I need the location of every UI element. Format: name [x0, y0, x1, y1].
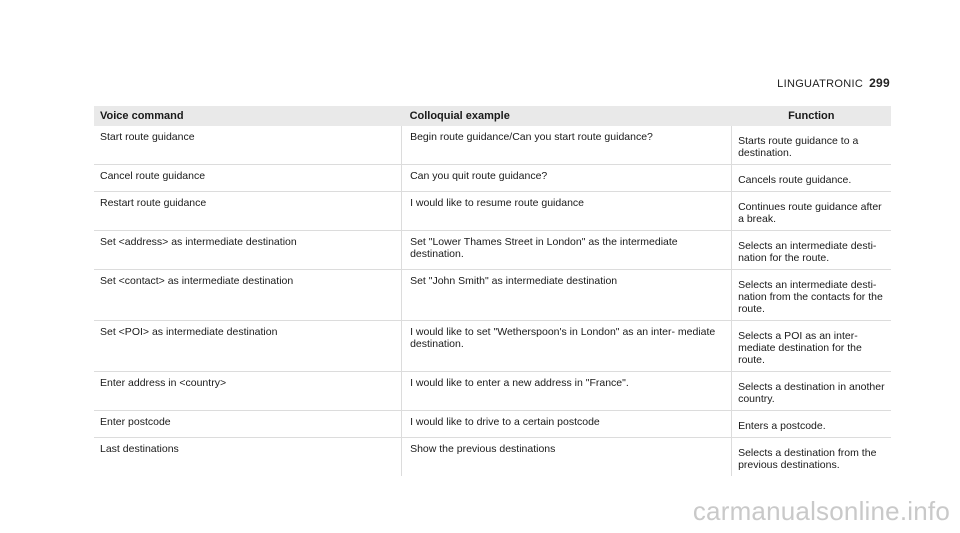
table-row	[94, 270, 891, 321]
function-cell: Selects a destination from the previous destinations.	[738, 447, 877, 471]
example-cell: Set "John Smith" as intermediate destination	[402, 270, 732, 321]
table-row	[94, 192, 891, 231]
page-header	[777, 76, 890, 90]
function-cell: Selects an intermediate desti- nation from the contacts for the route.	[732, 270, 891, 321]
function-cell: Selects a POI as an inter- mediate destination for the route.	[732, 321, 891, 372]
example-cell: I would like to resume route guidance	[402, 192, 732, 231]
table-row	[94, 411, 891, 438]
command-cell: Enter postcode	[94, 411, 402, 438]
example-cell: I would like to drive to a certain postcode	[402, 411, 732, 438]
command-cell: Last destinations	[94, 438, 402, 477]
example-cell: Set "Lower Thames Street in London" as the intermediate destination.	[402, 231, 732, 270]
column-header-function: Function	[732, 106, 891, 126]
function-cell: Enters a postcode.	[732, 411, 891, 438]
function-cell: Continues route guidance after a break.	[732, 192, 891, 231]
table-row	[94, 438, 891, 477]
table-header-row	[94, 106, 891, 126]
command-cell: Enter address in <country>	[94, 372, 402, 411]
command-cell: Cancel route guidance	[94, 165, 402, 192]
function-cell: Selects an intermediate desti- nation for the route.	[732, 231, 891, 270]
section-title: LINGUATRONIC	[777, 78, 864, 90]
example-cell: I would like to enter a new address in "France".	[402, 372, 732, 411]
table-row	[94, 321, 891, 372]
command-cell: Restart route guidance	[94, 192, 402, 231]
command-cell: Set <contact> as intermediate destination	[94, 270, 402, 321]
voice-command-table	[94, 106, 891, 476]
example-cell: Can you quit route guidance?	[402, 165, 732, 192]
table-row	[94, 231, 891, 270]
page-number: 299	[869, 76, 890, 90]
function-cell: Selects a destination in another country.	[732, 372, 891, 411]
table-row	[94, 165, 891, 192]
function-cell: Starts route guidance to a destination.	[732, 126, 891, 165]
watermark-text: carmanualsonline.info	[692, 496, 950, 526]
command-cell: Start route guidance	[94, 126, 402, 165]
column-header-colloquial-example: Colloquial example	[402, 106, 732, 126]
command-cell: Set <address> as intermediate destination	[94, 231, 402, 270]
table-row	[94, 126, 891, 165]
command-cell: Set <POI> as intermediate destination	[94, 321, 402, 372]
example-cell: Begin route guidance/Can you start route guidance?	[402, 126, 732, 165]
function-cell: Cancels route guidance.	[732, 165, 891, 192]
column-header-voice-command: Voice command	[94, 106, 402, 126]
example-cell: I would like to set "Wetherspoon's in London" as an inter- mediate destination.	[402, 321, 732, 372]
example-cell: Show the previous destinations	[402, 438, 732, 477]
table-row	[94, 372, 891, 411]
